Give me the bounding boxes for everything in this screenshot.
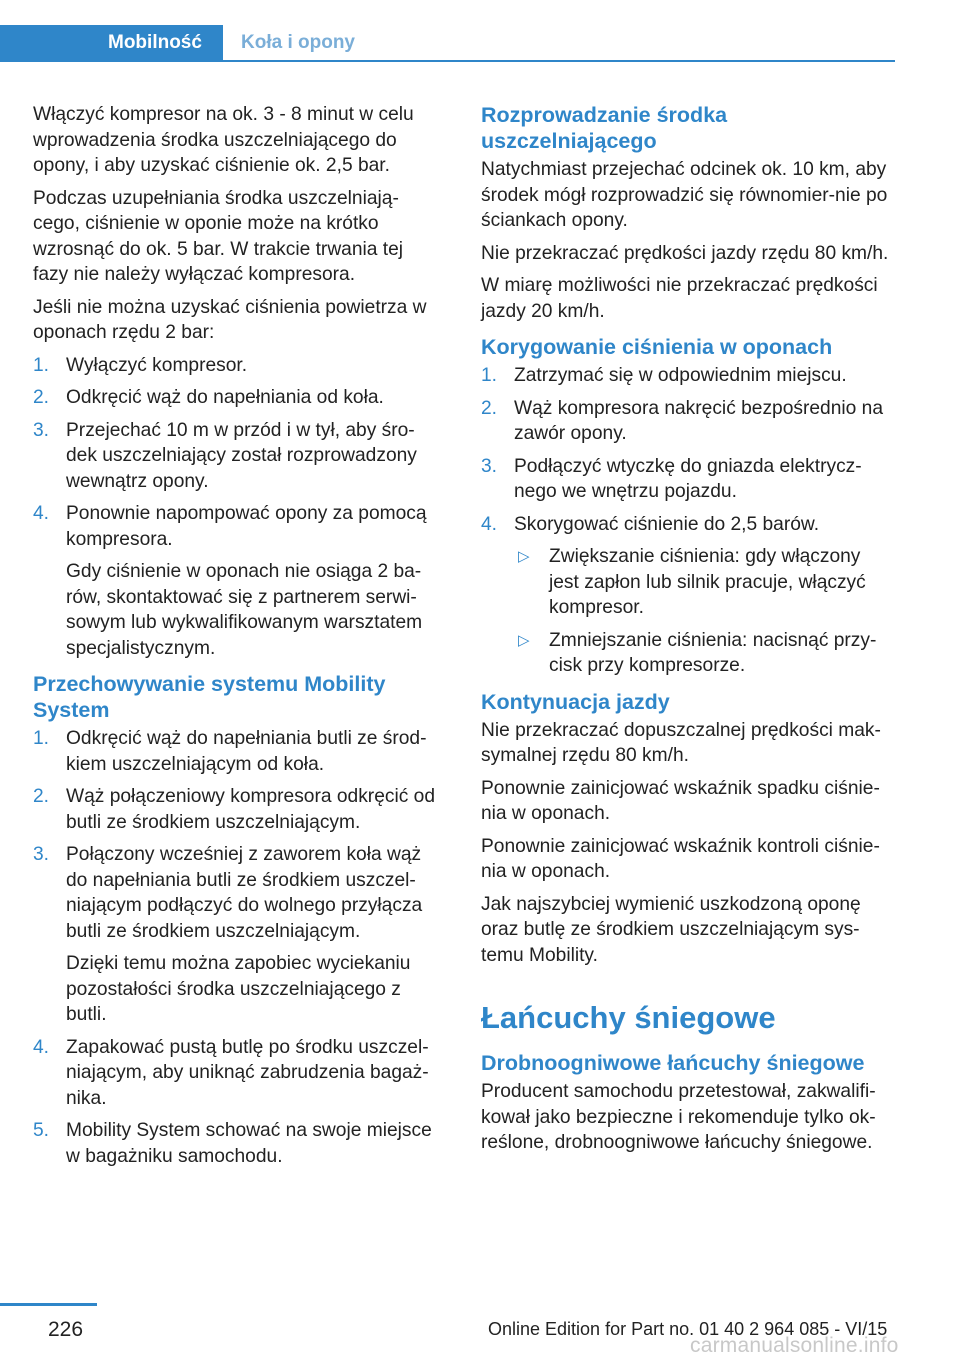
storage-heading: Przechowywanie systemu Mobility System [33,672,386,722]
list-item [33,842,443,1028]
step-note: Gdy ciśnienie w oponach nie osiąga 2 ba‐rów, skontaktować się z partnerem serwi‐sowym lub wykwalifikowanym warsztatem specjalistycznym. [66,561,423,659]
step-number: 3. [481,455,498,477]
step-text: Ponownie napompować opony za pomocą kompresora. [66,503,427,550]
step-number: 5. [33,1120,50,1141]
tab-kola-i-opony[interactable]: Koła i opony [241,32,355,53]
step-number: 1. [33,354,50,376]
left-column [33,102,443,1176]
list-item [514,544,893,621]
list-item [33,1035,443,1112]
step-text: Skorygować ciśnienie do 2,5 barów. [514,513,820,535]
step-number: 4. [33,1036,50,1058]
continue-driving-heading: Kontynuacja jazdy [481,689,670,714]
tab-mobilnosc[interactable]: Mobilność [0,25,223,60]
list-item [481,454,893,505]
body-paragraph: W miarę możliwości nie przekraczać prędkości jazdy 20 km/h. [481,275,878,322]
list-item [514,628,893,679]
distribute-heading: Rozprowadzanie środka uszczelniającego [481,103,728,153]
header-divider [0,60,895,62]
body-paragraph: Jak najszybciej wymienić uszkodzoną oponę oraz butlę ze środkiem uszczelniającym sys‐temu Mobility. [481,893,861,966]
storage-steps-list [33,726,443,1169]
list-item [481,512,893,679]
bullet-text: Zwiększanie ciśnienia: gdy włączony jest zapłon lub silnik pracuje, włączyć kompresor. [549,546,866,618]
step-number: 1. [481,365,498,386]
list-item [33,353,443,379]
step-number: 1. [33,728,50,749]
list-item [33,726,443,777]
list-item [33,385,443,411]
section-tabbar [0,25,895,62]
body-paragraph: Nie przekraczać dopuszczalnej prędkości mak‐symalnej rzędu 80 km/h. [481,719,881,766]
body-paragraph: Ponownie zainicjować wskaźnik kontroli ciśnie‐nia w oponach. [481,835,880,882]
pressure-steps-list [33,353,443,662]
step-number: 2. [33,387,50,408]
correct-pressure-heading: Korygowanie ciśnienia w oponach [481,335,833,359]
page-number: 226 [48,1318,84,1341]
step-text: Zapakować pustą butlę po środku uszczel‐niającym, aby uniknąć zabrudzenia bagaż‐nika. [66,1036,429,1109]
step-number: 3. [33,419,50,441]
body-paragraph: Producent samochodu przetestował, zakwalifi‐kował jako bezpieczne i rekomenduje tylko ok‐reślone, drobnoogniwowe łańcuchy śniegowe. [481,1081,876,1153]
footer-rule [0,1303,97,1306]
step-text: Zatrzymać się w odpowiednim miejscu. [514,365,847,386]
step-text: Wyłączyć kompresor. [66,354,248,376]
step-text: Mobility System schować na swoje miejsce w bagażniku samochodu. [66,1120,432,1167]
list-item [33,784,443,835]
step-note: Dzięki temu można zapobiec wyciekaniu pozostałości środka uszczelniającego z butli. [66,953,411,1025]
fine-chains-heading: Drobnoogniwowe łańcuchy śniegowe [481,1051,865,1075]
step-number: 4. [33,503,50,524]
step-number: 2. [481,397,498,419]
step-number: 2. [33,786,50,807]
right-column [481,102,893,1163]
watermark-text: carmanualsonline.info [690,1334,899,1357]
step-text: Przejechać 10 m w przód i w tył, aby śro‐dek uszczelniający został rozprowadzony wewnątrz opony. [66,419,417,492]
step-text: Wąż kompresora nakręcić bezpośrednio na zawór opony. [514,397,884,444]
step-number: 3. [33,844,50,865]
intro-paragraph: Podczas uzupełniania środka uszczelniają‐cego, ciśnienie w oponie może na krótko wzrosnąć do ok. 5 bar. W trakcie trwania tej fazy nie należy wyłączać kompresora. [33,187,404,285]
list-item [481,363,893,389]
list-item [481,396,893,447]
triangle-bullet-icon: ▷ [518,631,530,649]
body-paragraph: Natychmiast przejechać odcinek ok. 10 km, aby środek mógł rozprowadzić się równomier‐nie po ściankach opony. [481,159,888,231]
list-item [33,1118,443,1169]
step-text: Wąż połączeniowy kompresora odkręcić od butli ze środkiem uszczelniającym. [66,786,435,833]
intro-paragraph: Jeśli nie można uzyskać ciśnienia powietrza w oponach rzędu 2 bar: [33,296,427,343]
correct-steps-list [481,363,893,679]
edition-text: Online Edition for Part no. 01 40 2 964 085 - VI/15 [488,1319,888,1339]
body-paragraph: Ponownie zainicjować wskaźnik spadku ciśnie‐nia w oponach. [481,777,880,824]
step-number: 4. [481,513,498,535]
bullet-text: Zmniejszanie ciśnienia: nacisnąć przy‐cisk przy kompresorze. [549,629,877,676]
list-item [33,501,443,661]
pressure-bullets [514,544,893,679]
intro-paragraph: Włączyć kompresor na ok. 3 - 8 minut w celu wprowadzenia środka uszczelniającego do opony, i aby uzyskać ciśnienie ok. 2,5 bar. [33,104,414,176]
step-text: Połączony wcześniej z zaworem koła wąż do napełniania butli ze środkiem uszczel‐niającym podłączyć do wolnego przyłącza butli ze środkiem uszczelniającym. [66,844,423,942]
step-text: Odkręcić wąż do napełniania butli ze środ‐kiem uszczelniającym od koła. [66,728,427,775]
snow-chains-title: Łańcuchy śniegowe [481,1000,776,1035]
list-item [33,418,443,495]
body-paragraph: Nie przekraczać prędkości jazdy rzędu 80 km/h. [481,242,889,264]
triangle-bullet-icon: ▷ [518,548,530,565]
step-text: Odkręcić wąż do napełniania od koła. [66,387,384,408]
step-text: Podłączyć wtyczkę do gniazda elektrycz‐nego we wnętrzu pojazdu. [514,455,862,502]
